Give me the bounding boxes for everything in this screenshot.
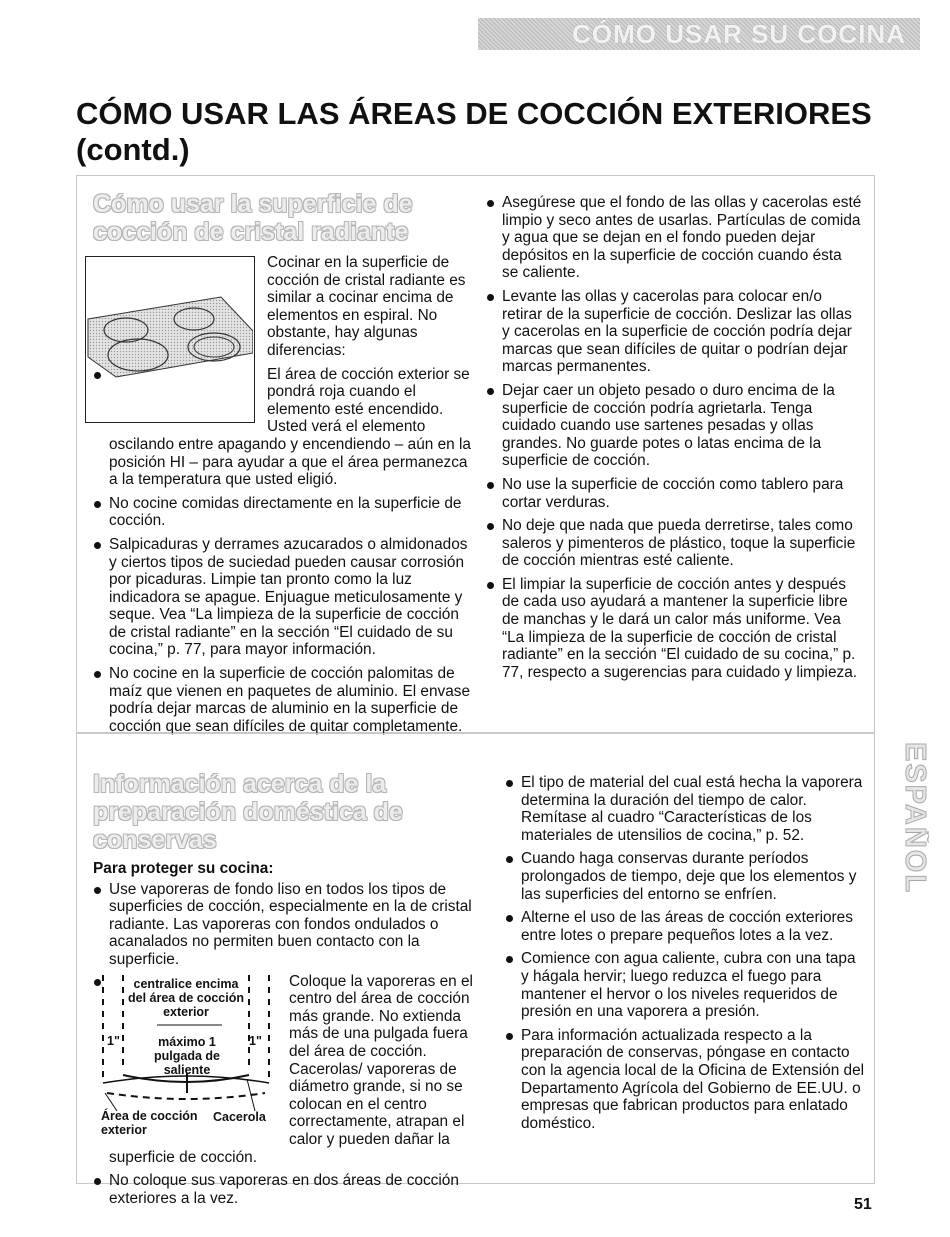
list-item: Comience con agua caliente, cubra con una tapa y hágala hervir; luego reduzca el fuego para mantener el hervor o los niveles requeridos de presión en una vaporera a presión.: [505, 950, 865, 1020]
list-item: El limpiar la superficie de cocción antes y después de cada uso ayudará a mantener la superficie libre de manchas y le dará un calor más uniforme. Vea “La limpieza de la superficie de cocción de cristal radiante” en la sección “El cuidado de su cocina,” p. 77, respecto a sugerencias para cuidado y limpieza.: [486, 576, 862, 682]
list-item: No coloque sus vaporeras en dos áreas de cocción exteriores a la vez.: [93, 1172, 473, 1207]
list-item: Dejar caer un objeto pesado o duro encima de la superficie de cocción podría agrietarla. Tenga cuidado cuando use sartenes pesadas y ollas grandes. No guarde potes o latas encima de la superficie de cocción.: [486, 382, 862, 470]
section1-intro: [93, 254, 473, 360]
diagram-pan-label: Cacerola: [213, 1109, 266, 1124]
list-item: No cocine en la superficie de cocción palomitas de maíz que vienen en paquetes de aluminio. El envase podría dejar marcas de aluminio en la superficie de cocción que sean difíciles de quitar completamente.: [93, 665, 473, 735]
section2-right-list: [505, 774, 865, 1132]
list-item-text: Use vaporeras de fondo liso en todos los tipos de superficies de cocción, especialmente en la de cristal radiante. Las vaporeras con fondos ondulados o acanalados no permiten buen contacto con la superficie.: [109, 880, 472, 968]
diagram-center-label: centralice encima del área de cocción exterior: [127, 976, 245, 1019]
section1-right-column: [486, 194, 862, 681]
diagram-inch-left: 1": [107, 1033, 120, 1048]
list-item: Cuando haga conservas durante períodos prolongados de tiempo, deje que los elementos y las superficies del entorno se enfríen.: [505, 850, 865, 903]
diagram-inch-right: 1": [249, 1033, 262, 1048]
list-item: Asegúrese que el fondo de las ollas y cacerolas esté limpio y seco antes de usarlas. Partículas de comida y agua que se dejan en el fondo pueden dejar depósitos en la superficie de cocción cuando ésta se caliente.: [486, 194, 862, 282]
section1-right-list: [486, 194, 862, 681]
section2-left-column: [93, 770, 473, 1207]
section2-left-list: [93, 881, 473, 969]
language-side-label: [899, 742, 929, 940]
list-item: No cocine comidas directamente en la superficie de cocción.: [93, 495, 473, 530]
section2-subhead: Para proteger su cocina:: [93, 860, 274, 877]
list-item: No use la superficie de cocción como tablero para cortar verduras.: [486, 476, 862, 511]
side-label-text: ESPAÑOL: [899, 742, 929, 895]
section1-intro-text: Cocinar en la superficie de cocción de cristal radiante es similar a cocinar encima de elementos en espiral. No obstante, hay algunas diferencias:: [267, 254, 466, 359]
list-item: Para información actualizada respecto a la preparación de conservas, póngase en contacto con la agencia local de la Oficina de Extensión del Departamento Agrícola del Gobierno de EE.UU. o empresas que fabrican productos para enlatado doméstico.: [505, 1027, 865, 1133]
list-item: Levante las ollas y cacerolas para colocar en/o retirar de la superficie de cocción. Deslizar las ollas y cacerolas en la superficie de cocción podría dejar marcas que sean difíciles de quitar o podrían dejar marcas permanentes.: [486, 288, 862, 376]
list-item: El área de cocción exterior se pondrá roja cuando el elemento esté encendido. Usted verá el elemento oscilando entre apagando y encendiendo – aún en la posición HI – para ayudar a que el área permanezca a la temperatura que usted eligió.: [93, 366, 473, 489]
diagram-area-label: Área de cocción exterior: [101, 1108, 198, 1137]
list-item: [93, 881, 473, 969]
list-item: No deje que nada que pueda derretirse, tales como saleros y pimenteros de plástico, toque la superficie de cocción mientras esté caliente.: [486, 517, 862, 570]
diagram-max-label: máximo 1 pulgada de saliente: [154, 1034, 220, 1077]
section2-right-column: [505, 774, 865, 1132]
list-item: Alterne el uso de las áreas de cocción exteriores entre lotes o prepare pequeños lotes a la vez.: [505, 909, 865, 944]
section1-left-column: [93, 190, 473, 735]
section2-title: Información acerca de la preparación doméstica de conservas: [93, 770, 403, 854]
section2-left-list-continued: [93, 973, 473, 1208]
page-number: 51: [854, 1196, 872, 1213]
section1-left-list: [93, 366, 473, 736]
list-item: El tipo de material del cual está hecha la vaporera determina la duración del tiempo de calor. Remítase al cuadro “Características de los materiales de utensilios de cocina,” p. 52.: [505, 774, 865, 844]
header-label: CÓMO USAR SU COCINA: [572, 19, 906, 49]
page-title: CÓMO USAR LAS ÁREAS DE COCCIÓN EXTERIORES (contd.): [76, 96, 872, 167]
list-item: Salpicaduras y derrames azucarados o almidonados y ciertos tipos de suciedad pueden causar corrosión por picaduras. Limpie tan pronto como la luz indicadora se apague. Enjuague meticulosamente y seque. Vea “La limpieza de la superficie de cocción de cristal radiante” en la sección “El cuidado de su cocina,” p. 77, para mayor información.: [93, 536, 473, 659]
list-item: Coloque la vaporeras en el centro del área de cocción más grande. No extienda más de una pulgada fuera del área de cocción. Cacerolas/ vaporeras de diámetro grande, si no se colocan en el centro correctamente, atrapan el calor y pueden dañar la superficie de cocción.: [93, 973, 473, 1167]
section1-title: Cómo usar la superficie de cocción de cristal radiante: [93, 190, 413, 246]
header-bar: [478, 18, 920, 50]
